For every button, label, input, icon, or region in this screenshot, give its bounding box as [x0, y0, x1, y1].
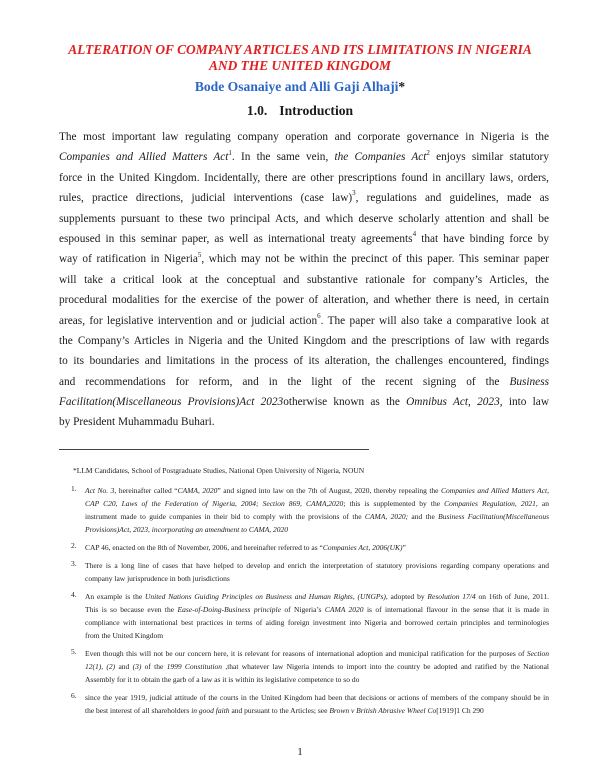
footnote-2: 2. CAP 46, enacted on the 8th of November, 2006, and hereinafter referred to as “Companies Act, 2006(UK)” — [71, 541, 406, 552]
footnote-separator — [59, 449, 369, 450]
footnote-4: 4. An example is the United Nations Guiding Principles on Business and Human Rights, (UNGPs), adopted by Resolution 17/4 on 16th of June, 2011. This is so because even the Ease-of-Doing-Business principle of Nigeria’s CAMA 2020 is of international flavour in the sense that it is made in compliance with international best practices in terms of aiding foreign investment into Nigeria and borrowed certain principles and terminologies from the United Kingdom — [71, 590, 549, 640]
text-line: The most important law regulating company operation and corporate governance in Nigeria is the — [59, 131, 549, 143]
text-line: supplements pursuant to these two principal Acts, and which deserve scholarly attention and shall be — [59, 212, 549, 225]
title-line-1: ALTERATION OF COMPANY ARTICLES AND ITS LIMITATIONS IN NIGERIA — [68, 42, 532, 57]
author-footnote-marker: * — [398, 79, 406, 94]
footnote-ref[interactable]: 2 — [426, 148, 430, 157]
footnote-1: 1. Act No. 3, hereinafter called “CAMA, 2020” and signed into law on the 7th of August, 2020, thereby repealing the Companies and Allied Matters Act, CAP C20, Laws of the Federation of Nigeria, 2004; Section 869, CAMA,2020; this is supplemented by the Companies Regulation, 2021, an instrument made to guide companies in their bid to comply with the provisions of the CAMA, 2020; and the Business Facilitation(Miscellaneous Provisions)Act, 2023, incorporating an amendment to CAMA, 2020 — [71, 484, 549, 534]
text-line: areas, for legislative intervention and or judicial action$^6$. The paper will also take a comparative look at — [59, 311, 549, 327]
introduction-paragraph — [59, 127, 549, 433]
author-line — [0, 79, 600, 95]
footnote-ref[interactable]: 1 — [228, 148, 232, 157]
text-line: force in the United Kingdom. Incidentally, there are other prescriptions found in ancillary laws, orders, — [59, 171, 549, 184]
text-line: the Company’s Articles in Nigeria and the United Kingdom and the prescriptions of law with regards — [59, 334, 549, 347]
text-line: by President Muhammadu Buhari. — [59, 416, 215, 429]
text-line: procedural modalities for the exercise of the power of alteration, and whether there is need, in certain — [59, 294, 549, 307]
footnote-ref[interactable]: 6 — [317, 311, 321, 320]
footnote-3: 3. There is a long line of cases that have helped to develop and enrich the interpretation of statutory provisions regarding company operations and company law jurisprudence in both jurisdictions — [71, 559, 549, 583]
footnote-ref[interactable]: 5 — [197, 250, 202, 259]
section-number: 1.0. — [246, 103, 268, 118]
author-affiliation-note: *LLM Candidates, School of Postgraduate Studies, National Open University of Nigeria, NOUN — [73, 466, 365, 475]
text-line: Companies and Allied Matters Act$^1$. In the same vein, the Companies Act$^2$ enjoys similar statutory — [59, 148, 549, 164]
text-line: will take a critical look at the conceptual and substantive rationale for company’s Articles, the — [59, 273, 549, 286]
footnote-ref[interactable]: 3 — [352, 189, 356, 198]
text-line: rules, practice directions, judicial interventions (case law)$^3$, regulations and guidelines, made as — [59, 189, 549, 205]
title-line-2: AND THE UNITED KINGDOM — [209, 58, 391, 73]
footnote-ref[interactable]: 4 — [412, 230, 417, 239]
footnotes — [59, 464, 549, 722]
footnote-6: 6. since the year 1919, judicial attitude of the courts in the United Kingdom had been that decisions or actions of members of the company should be in the best interest of all shareholders in good faith and pursuant to the Articles; see Brown v British Abrasive Wheel Co[1919]1 Ch 290 — [71, 691, 549, 715]
footnote-5: 5. Even though this will not be our concern here, it is relevant for reasons of international adoption and municipal ratification for the purposes of Section 12(1), (2) and (3) of the 1999 Constitution ,that whatever law Nigeria intends to import into the country be adopted and ratified by the National Assembly for it to obtain the garb of a law as it is within its legislative competence to so do — [71, 647, 549, 684]
section-heading — [0, 103, 600, 119]
text-line: and recommendations for reform, and in the light of the recent signing of the Business — [59, 375, 549, 388]
text-line: Facilitation(Miscellaneous Provisions)Act 2023otherwise known as the Omnibus Act, 2023, into law — [59, 396, 549, 409]
paper-title — [40, 42, 560, 74]
text-line: espoused in this seminar paper, as well as international treaty agreements$^4$ that have binding force by — [59, 230, 549, 245]
section-title: Introduction — [279, 103, 354, 118]
page-number: 1 — [297, 746, 303, 758]
text-line: to its boundaries and limitations in the process of its alteration, the challenges encountered, findings — [59, 355, 549, 368]
text-line: way of ratification in Nigeria$^5$, which may not be within the precinct of this paper. This seminar paper — [59, 250, 550, 266]
author-names: Bode Osanaiye and Alli Gaji Alhaji — [194, 79, 399, 94]
